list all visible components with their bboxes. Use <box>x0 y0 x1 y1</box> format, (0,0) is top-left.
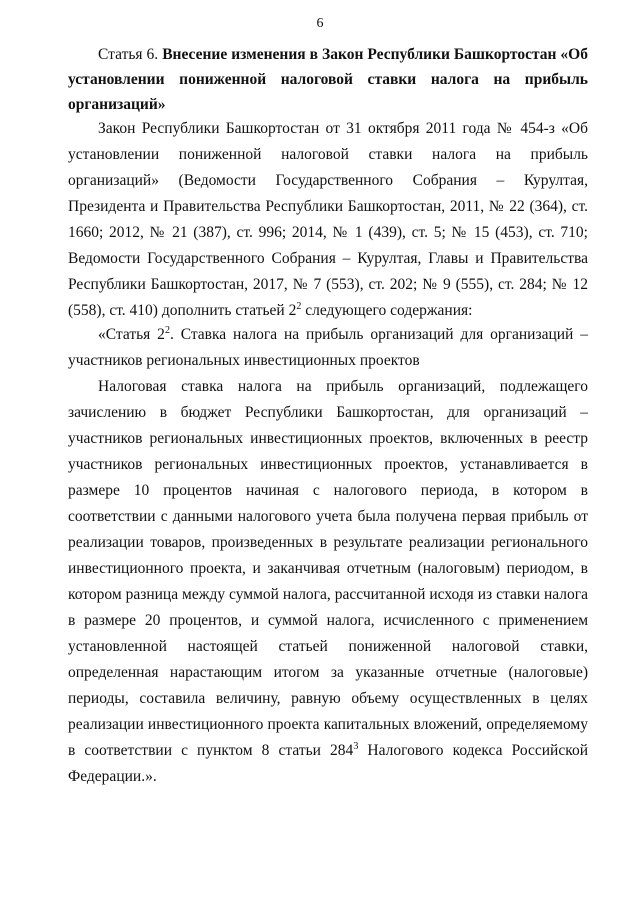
superscript: 3 <box>353 740 359 752</box>
paragraph-new-article-title <box>68 322 588 374</box>
paragraph-text-end: следующего содержания: <box>301 302 473 319</box>
paragraph-text: «Статья 2 <box>98 326 165 343</box>
paragraph-text: Налоговая ставка налога на прибыль организаций, подлежащего зачислению в бюджет Республики Башкортостан, для организаций – участников региональных инвестиционных проектов, включенных в реестр участников региональных инвестиционных проектов, устанавливается в размере 10 процентов начиная с налогового периода, в котором в соответствии с данными налогового учета была получена первая прибыль от реализации товаров, произведенных в результате реализации регионального инвестиционного проекта, и заканчивая отчетным (налоговым) периодом, в котором разница между суммой налога, рассчитанной исходя из ставки налога в размере 20 процентов, и суммой налога, исчисленного с применением установленной настоящей статьей пониженной налоговой ставки, определенная нарастающим итогом за указанные отчетные (налоговые) периоды, составила величину, равную объему осуществленных в целях реализации инвестиционного проекта капитальных вложений, определяемому в соответствии с пунктом 8 статьи 284 <box>68 378 588 759</box>
article-title: Внесение изменения в Закон Республики Башкортостан «Об установлении пониженной налоговой ставки налога на прибыль организаций» <box>68 46 588 113</box>
paragraph-text-end: . Ставка налога на прибыль организаций для организаций – участников региональных инвестиционных проектов <box>68 326 588 369</box>
superscript: 2 <box>296 300 302 312</box>
paragraph-amendment <box>68 116 588 324</box>
page-number: 6 <box>316 16 324 31</box>
article-heading <box>68 42 588 117</box>
article-label: Статья 6. <box>98 46 159 63</box>
superscript: 2 <box>164 324 170 336</box>
paragraph-text-end: Налогового кодекса Российской Федерации.». <box>68 742 588 785</box>
paragraph-tax-rate <box>68 374 588 790</box>
paragraph-text: Закон Республики Башкортостан от 31 октября 2011 года № 454-з «Об установлении пониженной налоговой ставки налога на прибыль организаций» (Ведомости Государственного Собрания – Курултая, Президента и Правительства Республики Башкортостан, 2011, № 22 (364), ст. 1660; 2012, № 21 (387), ст. 996; 2014, № 1 (439), ст. 5; № 15 (453), ст. 710; Ведомости Государственного Собрания – Курултая, Главы и Правительства Республики Башкортостан, 2017, № 7 (553), ст. 202; № 9 (555), ст. 284; № 12 (558), ст. 410) дополнить статьей 2 <box>68 120 588 319</box>
